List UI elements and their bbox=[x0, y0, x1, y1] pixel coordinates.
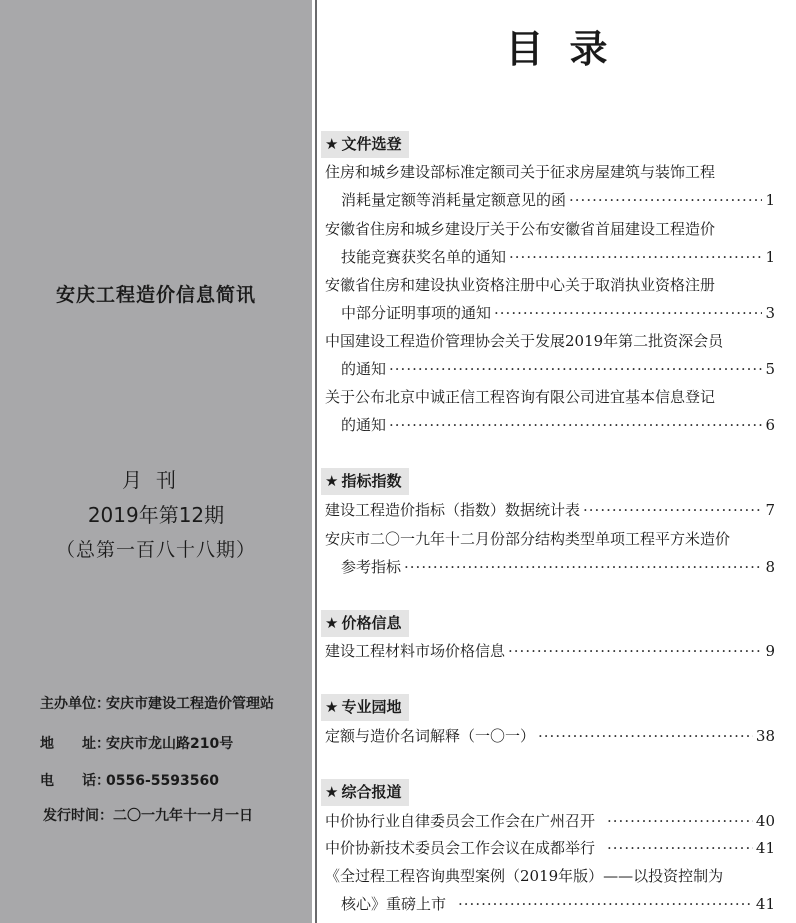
info-value: 安庆市建设工程造价管理站 bbox=[106, 696, 274, 712]
star-icon: ★ bbox=[325, 783, 339, 801]
section-header bbox=[321, 610, 409, 637]
entry-text: 中价协行业自律委员会工作会在广州召开 bbox=[325, 812, 596, 830]
info-label: 主办单位： bbox=[40, 696, 110, 712]
page-number: 3 bbox=[765, 304, 775, 322]
publication-title: 安庆工程造价信息简讯 bbox=[55, 284, 256, 306]
page-number: 7 bbox=[765, 501, 775, 519]
page-number: 41 bbox=[755, 895, 775, 913]
toc-entry-line[interactable] bbox=[341, 556, 775, 578]
info-phone bbox=[40, 770, 219, 790]
entry-text: 中部分证明事项的通知 bbox=[341, 304, 492, 322]
cover-panel bbox=[0, 0, 312, 923]
page-number: 1 bbox=[765, 191, 775, 209]
entry-text: 消耗量定额等消耗量定额意见的函 bbox=[341, 191, 567, 209]
toc-entry-line[interactable] bbox=[325, 499, 775, 521]
toc-entry-line[interactable]: 住房和城乡建设部标准定额司关于征求房屋建筑与装饰工程 bbox=[325, 163, 716, 181]
entry-text: 的通知 bbox=[341, 360, 387, 378]
toc-entry-line[interactable] bbox=[341, 414, 775, 436]
toc-entry-line[interactable] bbox=[341, 893, 775, 915]
section-name: 专业园地 bbox=[341, 698, 402, 716]
toc-entry-line[interactable]: 关于公布北京中诚正信工程咨询有限公司进宜基本信息登记 bbox=[325, 388, 716, 406]
info-address bbox=[40, 733, 233, 753]
entry-text: 核心》重磅上市 bbox=[341, 895, 447, 913]
entry-text: 技能竞赛获奖名单的通知 bbox=[341, 248, 507, 266]
toc-entry-line[interactable]: 安徽省住房和城乡建设厅关于公布安徽省首届建设工程造价 bbox=[325, 220, 716, 238]
info-label: 地 址： bbox=[40, 736, 110, 752]
info-label: 发行时间： bbox=[43, 808, 113, 824]
section-name: 价格信息 bbox=[341, 614, 402, 632]
info-label: 电 话： bbox=[40, 773, 110, 789]
dot-leader bbox=[569, 189, 762, 211]
page-number: 8 bbox=[765, 558, 775, 576]
star-icon: ★ bbox=[325, 472, 339, 490]
section-header bbox=[321, 694, 409, 721]
page-number: 9 bbox=[765, 642, 775, 660]
dot-leader bbox=[389, 414, 762, 436]
info-value: 0556-5593560 bbox=[106, 773, 219, 789]
toc-entry-line[interactable] bbox=[341, 358, 775, 380]
toc-entry-line[interactable] bbox=[325, 725, 775, 747]
toc-entry-line[interactable] bbox=[341, 189, 775, 211]
info-organizer bbox=[40, 693, 274, 713]
dot-leader bbox=[583, 499, 762, 521]
toc-entry-line[interactable] bbox=[341, 246, 775, 268]
page-number: 40 bbox=[755, 812, 775, 830]
section-name: 综合报道 bbox=[341, 783, 402, 801]
dot-leader bbox=[458, 893, 753, 915]
dot-leader bbox=[607, 810, 753, 832]
dot-leader bbox=[404, 556, 762, 578]
info-value: 安庆市龙山路210号 bbox=[106, 736, 234, 752]
divider-dark bbox=[315, 0, 317, 923]
section-header bbox=[321, 468, 409, 495]
entry-text: 参考指标 bbox=[341, 558, 402, 576]
dot-leader bbox=[508, 640, 762, 662]
section-name: 指标指数 bbox=[341, 472, 402, 490]
page-number: 41 bbox=[755, 839, 775, 857]
section-name: 文件选登 bbox=[341, 135, 402, 153]
section-header bbox=[321, 779, 409, 806]
dot-leader bbox=[607, 837, 753, 859]
publication-frequency: 月刊 bbox=[122, 468, 190, 492]
page-number: 5 bbox=[765, 360, 775, 378]
toc-entry-line[interactable]: 安庆市二〇一九年十二月份部分结构类型单项工程平方米造价 bbox=[325, 530, 731, 548]
total-issue-number: （总第一百八十八期） bbox=[55, 539, 256, 561]
toc-entry-line[interactable] bbox=[325, 810, 775, 832]
entry-text: 的通知 bbox=[341, 416, 387, 434]
page-number: 6 bbox=[765, 416, 775, 434]
page-number: 38 bbox=[755, 727, 775, 745]
star-icon: ★ bbox=[325, 135, 339, 153]
entry-text: 建设工程材料市场价格信息 bbox=[325, 642, 506, 660]
toc-entry-line[interactable] bbox=[325, 837, 775, 859]
dot-leader bbox=[509, 246, 762, 268]
toc-entry-line[interactable]: 安徽省住房和建设执业资格注册中心关于取消执业资格注册 bbox=[325, 276, 716, 294]
issue-number: 2019年第12期 bbox=[87, 503, 225, 527]
star-icon: ★ bbox=[325, 614, 339, 632]
toc-entry-line[interactable]: 《全过程工程咨询典型案例（2019年版）——以投资控制为 bbox=[325, 867, 724, 885]
entry-text: 定额与造价名词解释（一〇一） bbox=[325, 727, 536, 745]
page-number: 1 bbox=[765, 248, 775, 266]
dot-leader bbox=[389, 358, 762, 380]
toc-entry-line[interactable] bbox=[341, 302, 775, 324]
toc-title: 目录 bbox=[505, 27, 634, 71]
info-release-date bbox=[43, 805, 253, 825]
dot-leader bbox=[494, 302, 762, 324]
entry-text: 建设工程造价指标（指数）数据统计表 bbox=[325, 501, 581, 519]
dot-leader bbox=[538, 725, 753, 747]
star-icon: ★ bbox=[325, 698, 339, 716]
entry-text: 中价协新技术委员会工作会议在成都举行 bbox=[325, 839, 596, 857]
toc-entry-line[interactable]: 中国建设工程造价管理协会关于发展2019年第二批资深会员 bbox=[325, 332, 724, 350]
section-header bbox=[321, 131, 409, 158]
toc-entry-line[interactable] bbox=[325, 640, 775, 662]
info-value: 二〇一九年十一月一日 bbox=[113, 808, 253, 824]
